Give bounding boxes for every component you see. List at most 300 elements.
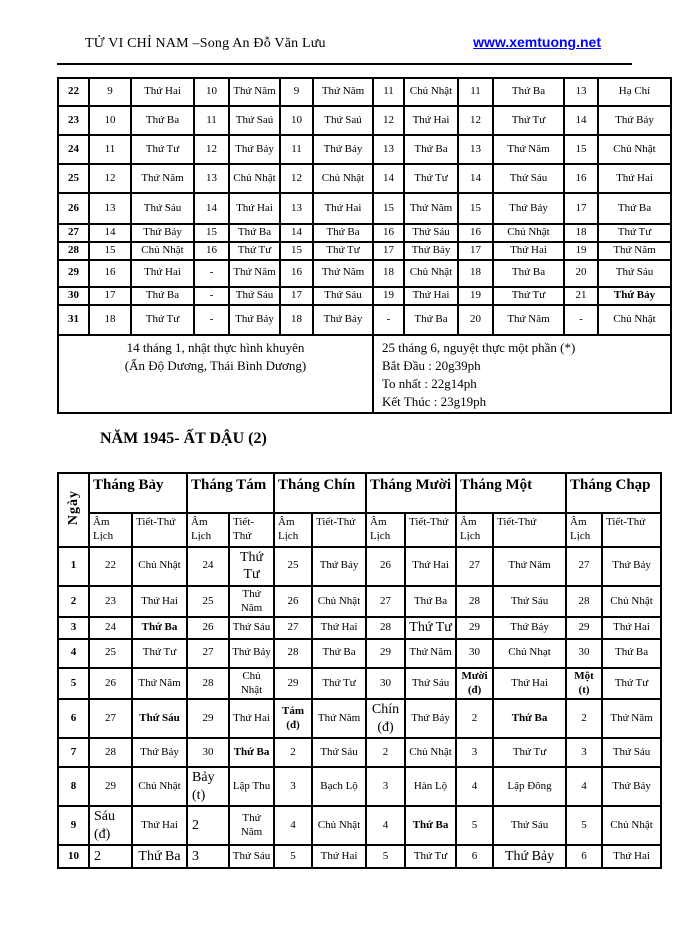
- table-row: [58, 547, 661, 586]
- cell: Chủ Nhật: [405, 738, 456, 767]
- cell: Thứ Hai: [229, 193, 280, 224]
- cell: Thứ Sáu: [313, 287, 373, 305]
- cell: 5: [566, 806, 602, 845]
- cell: -: [564, 305, 598, 335]
- cell: 15: [194, 224, 229, 242]
- cell: 4: [456, 767, 493, 806]
- cell: 29: [274, 668, 312, 700]
- cell: Thứ Hai: [493, 242, 564, 260]
- cell: Thứ Ba: [602, 639, 661, 668]
- solar-eclipse-line1: 14 tháng 1, nhật thực hình khuyên: [126, 339, 305, 355]
- cell: Thứ Tư: [131, 135, 194, 164]
- cell: Thứ Saú: [313, 106, 373, 135]
- cell: Thứ Năm: [493, 305, 564, 335]
- cell: 9: [280, 78, 313, 106]
- cell: Chủ Nhật: [404, 260, 458, 287]
- cell: 5: [274, 845, 312, 868]
- cell: Thứ Sáu: [312, 738, 366, 767]
- cell: 26: [187, 617, 229, 639]
- cell: 29: [456, 617, 493, 639]
- cell: 17: [89, 287, 131, 305]
- cell: 14: [564, 106, 598, 135]
- cell: 16: [458, 224, 493, 242]
- cell: Thứ Bảy: [598, 287, 671, 305]
- table-row: [58, 586, 661, 618]
- cell: 9: [58, 806, 89, 845]
- cell: 24: [89, 617, 132, 639]
- cell: 14: [89, 224, 131, 242]
- cell: Thứ Ba: [598, 193, 671, 224]
- cell: -: [373, 305, 404, 335]
- cell: Thứ Hai: [404, 106, 458, 135]
- cell: 27: [274, 617, 312, 639]
- cell: 18: [564, 224, 598, 242]
- cell: Thứ Năm: [405, 639, 456, 668]
- cell: Thứ Ba: [132, 845, 187, 868]
- cell: Thứ Tư: [131, 305, 194, 335]
- cell: 23: [58, 106, 89, 135]
- cell: Thứ Sáu: [493, 164, 564, 193]
- cell: 25: [274, 547, 312, 586]
- cell: 8: [58, 767, 89, 806]
- table-row: [58, 305, 671, 335]
- table-row: [58, 617, 661, 639]
- month-header-row: [58, 473, 661, 513]
- cell: Thứ Năm: [493, 547, 566, 586]
- subheader-am-lich: Âm Lịch: [366, 513, 405, 547]
- cell: 22: [58, 78, 89, 106]
- header-rule: [57, 63, 632, 65]
- cell: 10: [280, 106, 313, 135]
- cell: 16: [194, 242, 229, 260]
- cell: Chủ Nhật: [313, 164, 373, 193]
- cell: Thứ Bảy: [312, 547, 366, 586]
- cell: 28: [566, 586, 602, 618]
- cell: Thứ Bảy: [405, 699, 456, 738]
- cell: 4: [366, 806, 405, 845]
- cell: Thứ Bảy: [602, 767, 661, 806]
- cell: 28: [274, 639, 312, 668]
- month-header-thang-chap: Tháng Chạp: [566, 473, 661, 513]
- cell: 16: [89, 260, 131, 287]
- table-row: [58, 699, 661, 738]
- cell: Thứ Năm: [313, 260, 373, 287]
- cell: Chủ Nhạt: [493, 639, 566, 668]
- cell: 27: [89, 699, 132, 738]
- cell: Chủ Nhật: [602, 586, 661, 618]
- cell: 2: [274, 738, 312, 767]
- subheader-am-lich: Âm Lịch: [274, 513, 312, 547]
- cell: Chủ Nhật: [493, 224, 564, 242]
- cell: Chủ Nhật: [229, 164, 280, 193]
- lunar-eclipse-max: To nhất : 22g14ph: [382, 375, 477, 391]
- cell: 21: [564, 287, 598, 305]
- subheader-tiet-thu: Tiết-Thứ: [312, 513, 366, 547]
- cell: Thứ Năm: [132, 668, 187, 700]
- cell: Chủ Nhật: [404, 78, 458, 106]
- cell: Thứ Bảy: [602, 547, 661, 586]
- cell: 4: [566, 767, 602, 806]
- cell: Một (t): [566, 668, 602, 700]
- cell: Thứ Bảy: [131, 224, 194, 242]
- cell: Thứ Bảy: [229, 135, 280, 164]
- cell: 17: [280, 287, 313, 305]
- subheader-am-lich: Âm Lịch: [89, 513, 132, 547]
- cell: 1: [58, 547, 89, 586]
- cell: Tám (đ): [274, 699, 312, 738]
- month-header-thang-chin: Tháng Chín: [274, 473, 366, 513]
- cell: 27: [366, 586, 405, 618]
- table-row: [58, 287, 671, 305]
- cell: Chủ Nhật: [598, 135, 671, 164]
- cell: Thứ Năm: [229, 806, 274, 845]
- cell: Thứ Bảy: [404, 242, 458, 260]
- cell: Thứ Sáu: [132, 699, 187, 738]
- cell: 9: [89, 78, 131, 106]
- cell: Thứ Sáu: [598, 260, 671, 287]
- cell: Lập Đông: [493, 767, 566, 806]
- cell: 14: [458, 164, 493, 193]
- cell: 12: [194, 135, 229, 164]
- cell: 20: [458, 305, 493, 335]
- subheader-row: [58, 513, 661, 547]
- cell: Thứ Hai: [602, 845, 661, 868]
- cell: 25: [89, 639, 132, 668]
- cell: Thứ Bảy: [313, 305, 373, 335]
- cell: Thứ Ba: [405, 586, 456, 618]
- cell: -: [194, 305, 229, 335]
- cell: Chủ Nhật: [598, 305, 671, 335]
- lunar-eclipse-start: Bắt Đầu : 20g39ph: [382, 357, 481, 373]
- cell: 16: [564, 164, 598, 193]
- cell: 17: [458, 242, 493, 260]
- cell: Thứ Bảy: [132, 738, 187, 767]
- cell: Hàn Lộ: [405, 767, 456, 806]
- cell: 31: [58, 305, 89, 335]
- cell: Thứ Tư: [132, 639, 187, 668]
- cell: Thứ Ba: [312, 639, 366, 668]
- calendar-continuation-table: [57, 77, 672, 414]
- cell: 20: [564, 260, 598, 287]
- lunar-eclipse-note: [373, 335, 671, 414]
- website-link[interactable]: www.xemtuong.net: [473, 34, 601, 50]
- cell: Thứ Năm: [313, 78, 373, 106]
- subheader-tiet-thu: Tiết-Thứ: [229, 513, 274, 547]
- cell: 2: [187, 806, 229, 845]
- cell: Chủ Nhật: [229, 668, 274, 700]
- cell: Thứ Saú: [229, 106, 280, 135]
- cell: Thứ Tư: [229, 242, 280, 260]
- table-row: [58, 224, 671, 242]
- cell: Lập Thu: [229, 767, 274, 806]
- cell: Thứ Hai: [405, 547, 456, 586]
- cell: 19: [458, 287, 493, 305]
- cell: Thứ Bảy: [598, 106, 671, 135]
- cell: Chín (đ): [366, 699, 405, 738]
- cell: 28: [187, 668, 229, 700]
- cell: Thứ Hai: [132, 806, 187, 845]
- cell: Thứ Bảy: [493, 845, 566, 868]
- cell: 2: [566, 699, 602, 738]
- cell: Bảy (t): [187, 767, 229, 806]
- cell: Mười (đ): [456, 668, 493, 700]
- table-row: [58, 135, 671, 164]
- cell: 4: [58, 639, 89, 668]
- subheader-tiet-thu: Tiết-Thứ: [132, 513, 187, 547]
- cell: Thứ Tư: [602, 668, 661, 700]
- cell: Chủ Nhật: [602, 806, 661, 845]
- cell: Thứ Ba: [132, 617, 187, 639]
- cell: 30: [456, 639, 493, 668]
- cell: Thứ Ba: [493, 78, 564, 106]
- cell: 3: [566, 738, 602, 767]
- cell: 28: [456, 586, 493, 618]
- cell: Thứ Ba: [404, 305, 458, 335]
- cell: Thứ Hai: [132, 586, 187, 618]
- cell: Thứ Sáu: [405, 668, 456, 700]
- cell: Thứ Năm: [131, 164, 194, 193]
- cell: 27: [58, 224, 89, 242]
- cell: Thứ Hai: [602, 617, 661, 639]
- cell: 26: [366, 547, 405, 586]
- cell: Thứ Hai: [131, 78, 194, 106]
- cell: 14: [280, 224, 313, 242]
- cell: 10: [58, 845, 89, 868]
- cell: 12: [373, 106, 404, 135]
- cell: 12: [458, 106, 493, 135]
- cell: 24: [58, 135, 89, 164]
- cell: Thứ Ba: [404, 135, 458, 164]
- cell: 18: [373, 260, 404, 287]
- cell: 5: [366, 845, 405, 868]
- cell: 3: [456, 738, 493, 767]
- cell: 10: [89, 106, 131, 135]
- cell: Thứ Ba: [405, 806, 456, 845]
- cell: 27: [566, 547, 602, 586]
- cell: Thứ Ba: [229, 738, 274, 767]
- cell: 11: [458, 78, 493, 106]
- table-row: [58, 78, 671, 106]
- cell: Thứ Ba: [131, 106, 194, 135]
- cell: 6: [566, 845, 602, 868]
- cell: 7: [58, 738, 89, 767]
- table-row: [58, 106, 671, 135]
- subheader-tiet-thu: Tiết-Thứ: [493, 513, 566, 547]
- cell: 30: [366, 668, 405, 700]
- cell: 13: [564, 78, 598, 106]
- cell: Thứ Tư: [313, 242, 373, 260]
- solar-eclipse-note: [58, 335, 373, 414]
- cell: Thứ Bảy: [229, 639, 274, 668]
- cell: 29: [187, 699, 229, 738]
- table-row: [58, 260, 671, 287]
- cell: 5: [58, 668, 89, 700]
- cell: 11: [373, 78, 404, 106]
- cell: Thứ Bảy: [229, 305, 280, 335]
- cell: 17: [564, 193, 598, 224]
- day-column-header: Ngày: [58, 473, 89, 547]
- cell: 3: [58, 617, 89, 639]
- cell: Thứ Bảy: [493, 193, 564, 224]
- table-row: [58, 193, 671, 224]
- cell: 15: [373, 193, 404, 224]
- cell: 11: [89, 135, 131, 164]
- year-section-title: NĂM 1945- ẤT DẬU (2): [100, 430, 267, 448]
- cell: Bạch Lộ: [312, 767, 366, 806]
- cell: 3: [274, 767, 312, 806]
- cell: Thứ Sáu: [404, 224, 458, 242]
- cell: Chủ Nhật: [132, 767, 187, 806]
- cell: Thứ Tư: [405, 617, 456, 639]
- cell: Thứ Tư: [404, 164, 458, 193]
- cell: Thứ Ba: [229, 224, 280, 242]
- cell: 28: [58, 242, 89, 260]
- subheader-tiet-thu: Tiết-Thứ: [405, 513, 456, 547]
- cell: Thứ Năm: [229, 586, 274, 618]
- cell: Thứ Sáu: [602, 738, 661, 767]
- cell: 2: [366, 738, 405, 767]
- cell: 13: [89, 193, 131, 224]
- cell: Thứ Tư: [493, 287, 564, 305]
- cell: 16: [280, 260, 313, 287]
- cell: 29: [566, 617, 602, 639]
- cell: Thứ Năm: [229, 78, 280, 106]
- cell: 18: [280, 305, 313, 335]
- cell: 3: [187, 845, 229, 868]
- cell: 30: [58, 287, 89, 305]
- table-row: [58, 639, 661, 668]
- cell: Thứ Năm: [404, 193, 458, 224]
- cell: 5: [456, 806, 493, 845]
- cell: 2: [456, 699, 493, 738]
- cell: Thứ Sáu: [493, 586, 566, 618]
- cell: Thứ Hai: [312, 617, 366, 639]
- cell: 14: [373, 164, 404, 193]
- cell: 6: [58, 699, 89, 738]
- cell: 15: [89, 242, 131, 260]
- cell: Thứ Năm: [598, 242, 671, 260]
- subheader-am-lich: Âm Lịch: [187, 513, 229, 547]
- table-row: [58, 845, 661, 868]
- cell: Thứ Hai: [493, 668, 566, 700]
- cell: 28: [89, 738, 132, 767]
- cell: 25: [187, 586, 229, 618]
- cell: Thứ Hai: [404, 287, 458, 305]
- cell: 6: [456, 845, 493, 868]
- cell: 15: [280, 242, 313, 260]
- cell: Thứ Hai: [229, 699, 274, 738]
- subheader-am-lich: Âm Lịch: [456, 513, 493, 547]
- cell: 18: [89, 305, 131, 335]
- table-row: [58, 668, 661, 700]
- cell: 12: [89, 164, 131, 193]
- cell: Thứ Năm: [602, 699, 661, 738]
- cell: Hạ Chí: [598, 78, 671, 106]
- cell: 12: [280, 164, 313, 193]
- cell: Thứ Ba: [313, 224, 373, 242]
- cell: Chủ Nhật: [312, 806, 366, 845]
- table-row: [58, 806, 661, 845]
- cell: 27: [456, 547, 493, 586]
- cell: 27: [187, 639, 229, 668]
- cell: Thứ Sáu: [131, 193, 194, 224]
- cell: Thứ Tư: [229, 547, 274, 586]
- cell: Thứ Sáu: [229, 845, 274, 868]
- month-header-thang-bay: Tháng Bảy: [89, 473, 187, 513]
- eclipse-info-row: [58, 335, 671, 414]
- cell: 17: [373, 242, 404, 260]
- subheader-am-lich: Âm Lịch: [566, 513, 602, 547]
- cell: 2: [58, 586, 89, 618]
- cell: 19: [373, 287, 404, 305]
- cell: 4: [274, 806, 312, 845]
- cell: Thứ Ba: [493, 699, 566, 738]
- cell: Thứ Bảy: [493, 617, 566, 639]
- cell: 29: [366, 639, 405, 668]
- table-row: [58, 164, 671, 193]
- solar-eclipse-line2: (Ấn Độ Dương, Thái Bình Dương): [124, 357, 307, 373]
- cell: Thứ Tư: [598, 224, 671, 242]
- cell: Thứ Bảy: [313, 135, 373, 164]
- cell: 15: [458, 193, 493, 224]
- cell: 29: [89, 767, 132, 806]
- cell: 18: [458, 260, 493, 287]
- month-header-thang-tam: Tháng Tám: [187, 473, 274, 513]
- cell: Chủ Nhật: [132, 547, 187, 586]
- cell: 13: [458, 135, 493, 164]
- lunar-eclipse-end: Kết Thúc : 23g19ph: [382, 394, 487, 410]
- cell: Thứ Hai: [131, 260, 194, 287]
- cell: 10: [194, 78, 229, 106]
- cell: 11: [280, 135, 313, 164]
- month-header-thang-mot: Tháng Một: [456, 473, 566, 513]
- cell: 26: [89, 668, 132, 700]
- year-1945-calendar-table: [57, 472, 662, 869]
- cell: Thứ Ba: [131, 287, 194, 305]
- cell: Thứ Năm: [493, 135, 564, 164]
- cell: 29: [58, 260, 89, 287]
- cell: 16: [373, 224, 404, 242]
- table-row: [58, 767, 661, 806]
- cell: 26: [274, 586, 312, 618]
- cell: 26: [58, 193, 89, 224]
- cell: 30: [187, 738, 229, 767]
- cell: 13: [373, 135, 404, 164]
- cell: 13: [280, 193, 313, 224]
- cell: Thứ Năm: [229, 260, 280, 287]
- page-header: [85, 34, 629, 52]
- cell: 25: [58, 164, 89, 193]
- cell: Thứ Hai: [313, 193, 373, 224]
- cell: 19: [564, 242, 598, 260]
- cell: 30: [566, 639, 602, 668]
- cell: 22: [89, 547, 132, 586]
- cell: -: [194, 260, 229, 287]
- document-title: TỬ VI CHỈ NAM –Song An Đỗ Văn Lưu: [85, 36, 326, 51]
- cell: Sáu (đ): [89, 806, 132, 845]
- table-row: [58, 738, 661, 767]
- lunar-eclipse-line1: 25 tháng 6, nguyệt thực một phần (*): [382, 339, 576, 355]
- cell: 14: [194, 193, 229, 224]
- cell: 23: [89, 586, 132, 618]
- cell: Thứ Ba: [493, 260, 564, 287]
- cell: 28: [366, 617, 405, 639]
- cell: Chủ Nhật: [312, 586, 366, 618]
- cell: 2: [89, 845, 132, 868]
- cell: Thứ Tư: [493, 738, 566, 767]
- cell: -: [194, 287, 229, 305]
- month-header-thang-muoi: Tháng Mười: [366, 473, 456, 513]
